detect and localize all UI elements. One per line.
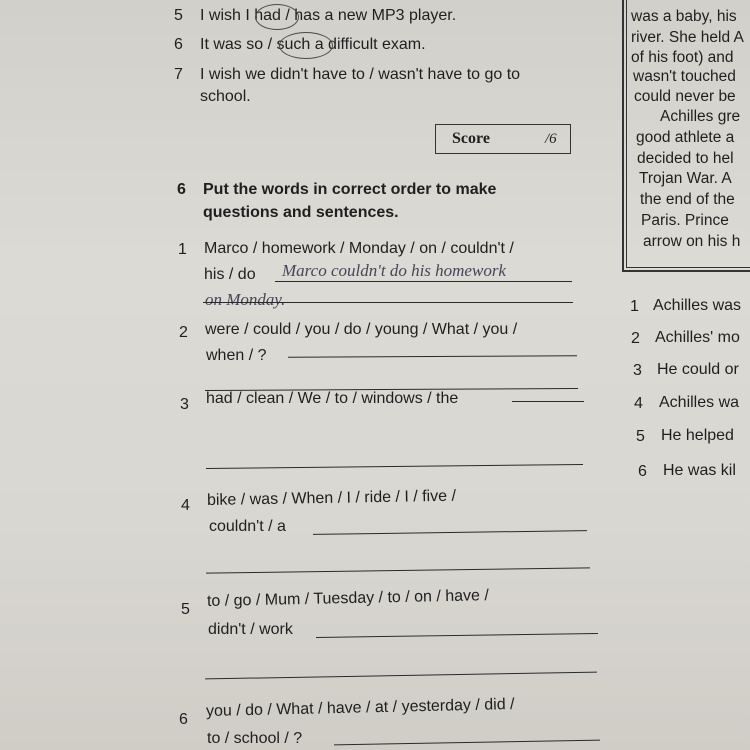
answer-line[interactable]: [206, 567, 590, 573]
answer-line[interactable]: [316, 633, 598, 638]
story-line: was a baby, his: [631, 8, 737, 25]
item-words: his / do: [204, 266, 256, 283]
text-part: a difficult exam.: [310, 36, 426, 53]
story-line: Trojan War. A: [639, 170, 732, 187]
item-number: 1: [178, 241, 187, 258]
text-part: I wish I: [200, 7, 255, 24]
question-number: 5: [636, 428, 645, 445]
item-number: 2: [179, 324, 188, 341]
story-line: could never be: [634, 88, 736, 105]
story-line: arrow on his h: [643, 233, 741, 250]
answer-line[interactable]: [206, 464, 583, 469]
score-label: Score: [452, 130, 490, 147]
answer-line[interactable]: [288, 355, 577, 358]
score-value: /6: [545, 131, 557, 147]
answer-circle: [279, 32, 333, 59]
item-words: to / go / Mum / Tuesday / to / on / have /: [206, 587, 490, 610]
exercise-number: 6: [177, 181, 186, 198]
story-line: decided to hel: [637, 150, 734, 167]
question-text: Achilles was: [653, 297, 742, 314]
item-number: 5: [174, 7, 183, 24]
story-line: of his foot) and: [631, 49, 734, 66]
sentence-text: [200, 7, 456, 25]
sentence-text: school.: [200, 88, 251, 105]
text-part: It was so /: [200, 36, 277, 53]
answer-circle: [255, 4, 299, 30]
answer-line[interactable]: [205, 672, 597, 680]
item-words: to / school / ?: [207, 730, 303, 747]
text-part: such: [276, 36, 311, 53]
exercise-title: Put the words in correct order to make: [203, 181, 497, 198]
item-number: 6: [174, 36, 183, 53]
story-line: good athlete a: [636, 129, 735, 146]
question-number: 2: [631, 330, 640, 347]
item-words: when / ?: [206, 347, 267, 364]
question-number: 6: [638, 463, 647, 480]
item-number: 3: [180, 396, 189, 413]
story-line: Paris. Prince: [641, 212, 729, 229]
question-number: 4: [634, 395, 643, 412]
item-number: 6: [179, 711, 188, 728]
item-words: had / clean / We / to / windows / the: [206, 390, 459, 407]
answer-line[interactable]: [313, 530, 587, 535]
item-number: 7: [174, 66, 183, 83]
handwritten-answer: Marco couldn't do his homework: [282, 261, 506, 280]
answer-line[interactable]: [203, 302, 573, 303]
story-line: wasn't touched: [633, 68, 736, 85]
item-words: bike / was / When / I / ride / I / five /: [206, 487, 457, 509]
answer-line[interactable]: [275, 281, 572, 282]
sentence-text: I wish we didn't have to / wasn't have to go to: [200, 66, 521, 83]
answer-line[interactable]: [334, 740, 600, 746]
item-words: didn't / work: [208, 621, 293, 638]
handwritten-answer: on Monday.: [205, 290, 286, 309]
story-line: the end of the: [640, 191, 735, 208]
item-words: couldn't / a: [209, 518, 286, 535]
item-words: were / could / you / do / young / What / you /: [205, 321, 518, 338]
item-number: 4: [181, 497, 190, 514]
item-number: 5: [181, 601, 190, 618]
exercise-title: questions and sentences.: [203, 204, 399, 221]
question-text: He was kil: [663, 462, 736, 479]
text-part: had: [254, 7, 281, 24]
story-line: river. She held A: [631, 29, 744, 46]
story-line: Achilles gre: [660, 108, 741, 125]
item-words: Marco / homework / Monday / on / couldn't /: [204, 240, 514, 257]
answer-line[interactable]: [512, 401, 584, 402]
question-number: 3: [633, 362, 642, 379]
item-words: you / do / What / have / at / yesterday / did /: [205, 696, 515, 720]
question-text: Achilles wa: [659, 394, 740, 411]
question-text: He helped: [661, 427, 734, 444]
question-number: 1: [630, 298, 639, 315]
text-part: / has a new MP3 player.: [280, 7, 457, 24]
question-text: Achilles' mo: [655, 329, 740, 346]
question-text: He could or: [657, 361, 739, 378]
